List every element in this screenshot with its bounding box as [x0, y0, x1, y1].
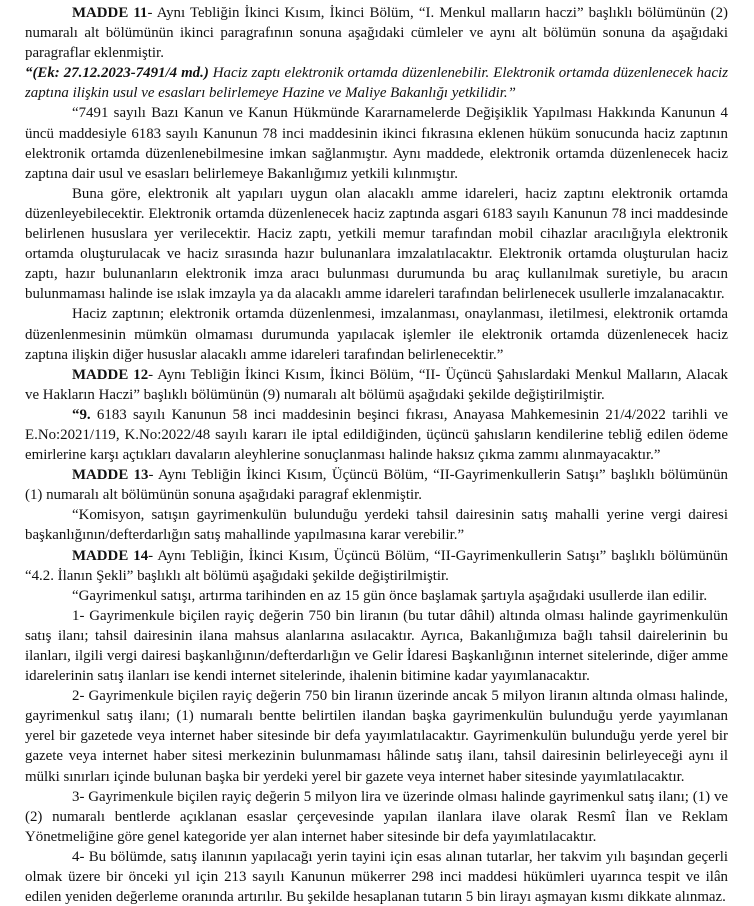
paragraph-ek-quote	[25, 63, 728, 103]
text-segment: MADDE 14	[72, 547, 149, 564]
paragraph-bent-3	[25, 787, 728, 847]
paragraph-madde-13	[25, 465, 728, 505]
text-segment: - Aynı Tebliğin İkinci Kısım, İkinci Bölüm, “I. Menkul malların haczi” başlıklı bölümünün (2) numaralı alt bölümünün ikinci paragrafının sonuna aşağıdaki cümleler ve aynı alt bölümün sonuna da aşağıdaki paragraflar eklenmiştir.	[25, 5, 728, 62]
text-segment: Haciz zaptı elektronik ortamda düzenlenebilir. Elektronik ortamda düzenlenecek haciz zaptına ilişkin usul ve esasları belirlemeye Hazine ve Maliye Bakanlığı yetkilidir.”	[25, 65, 728, 102]
paragraph-bent-1	[25, 606, 728, 686]
text-segment: 2- Gayrimenkule biçilen rayiç değerin 750 bin liranın üzerinde ancak 5 milyon liranın altında olması halinde, gayrimenkul satış ilanı; (1) numaralı bentte belirtilen ilandan başka gayrimenkulün bulunduğu yerde yayımlanan yerel bir gazetede veya internet haber sitesinde bir defa yayımlatılacaktır. Gayrimenkulün bulunduğu yerde yerel bir gazete veya internet haber sitesi merkezinin bulunmaması hâlinde satış ilanı, tahsil dairesinin belirleyeceği aynı il mülki sınırları içinde bulunan başka bir yerdeki yerel bir gazete veya internet haber sitesinde yayımlatılacaktır.	[25, 688, 728, 785]
text-segment: MADDE 11	[72, 5, 148, 21]
text-segment: Haciz zaptının; elektronik ortamda düzenlenmesi, imzalanması, onaylanması, iletilmesi, elektronik ortamda düzenlenmesinin mümkün olmaması durumunda yapılacak işlemler ile elektronik ortamda düzenlenecek haciz zaptına ilişkin diğer hususlar alacaklı amme idareleri tarafından belirlenecektir.”	[25, 306, 728, 363]
text-segment: MADDE 13	[72, 467, 149, 484]
paragraph-bent-2	[25, 686, 728, 786]
paragraph-bent-4	[25, 847, 728, 906]
paragraph-madde-14	[25, 546, 728, 586]
text-segment: 1- Gayrimenkule biçilen rayiç değerin 750 bin liranın (bu tutar dâhil) altında olması halinde gayrimenkulün satış ilanı; tahsil dairesinin ilana mahsus alanlarına asılacaktır. Ayrıca, Bakanlığımıza bağlı tahsil dairelerinin bu ilanları, ilgili vergi dairesi başkanlığının/defterdarlığın ve Gelir İdaresi Başkanlığının internet sitelerinde, diğer amme idarelerinin satış ilanları ise kendi internet sitelerinde, ihalenin bitimine kadar yayımlanacaktır.	[25, 607, 728, 685]
paragraph-p-7491	[25, 103, 728, 183]
text-segment: 4- Bu bölümde, satış ilanının yapılacağı yerin tayini için esas alınan tutarlar, her takvim yılı başından geçerli olmak üzere bir önceki yıl için 213 sayılı Kanunun mükerrer 298 inci maddesi hükümleri uyarınca tespit ve ilân edilen yeniden değerleme oranında artırılır. Bu şekilde hesaplanan tutarın 5 bin lirayı aşmayan kısmı dikkate alınmaz.	[25, 848, 728, 906]
paragraph-p-buna-gore	[25, 184, 728, 305]
paragraph-p-haciz-zaptinin	[25, 304, 728, 364]
text-segment: “7491 sayılı Bazı Kanun ve Kanun Hükmünde Kararnamelerde Değişiklik Yapılması Hakkında Kanunun 4 üncü maddesiyle 6183 sayılı Kanunun 78 inci maddesinin ikinci fıkrasına eklenen hüküm sonucunda haciz zaptının elektronik ortamda düzenlenebilmesine imkan sağlanmıştır. Aynı maddede, elektronik ortamda düzenlenecek haciz zaptına dair usul ve esasları belirlemeye Bakanlığımız yetkili kılınmıştır.	[25, 105, 728, 182]
paragraph-madde-12	[25, 365, 728, 405]
text-segment: 3- Gayrimenkule biçilen rayiç değerin 5 milyon lira ve üzerinde olması halinde gayrimenkul satış ilanı; (1) ve (2) numaralı bentlerde açıklanan esaslar çerçevesinde yapılan ilanlara ilave olarak Resmî İlan ve Reklam Yönetmeliğine göre genel kategoride yer alan internet haber sitesinde bir defa yayımlatılacaktır.	[25, 788, 728, 845]
paragraph-p-komisyon	[25, 505, 728, 545]
text-segment: “(Ek: 27.12.2023-7491/4 md.)	[25, 65, 209, 82]
text-segment: - Aynı Tebliğin İkinci Kısım, İkinci Bölüm, “II- Üçüncü Şahıslardaki Menkul Malların, Alacak ve Hakların Haczi” başlıklı bölümünün (9) numaralı alt bölümü aşağıdaki şekilde değiştirilmiştir.	[25, 366, 728, 403]
text-segment: “9.	[72, 406, 91, 423]
text-segment: - Aynı Tebliğin İkinci Kısım, Üçüncü Bölüm, “II-Gayrimenkullerin Satışı” başlıklı bölümünün (1) numaralı alt bölümünün sonuna aşağıdaki paragraf eklenmiştir.	[25, 467, 728, 504]
paragraph-p-9	[25, 405, 728, 465]
text-segment: “Gayrimenkul satışı, artırma tarihinden en az 15 gün önce başlamak şartıyla aşağıdaki usullerde ilan edilir.	[72, 587, 708, 604]
text-segment: “Komisyon, satışın gayrimenkulün bulunduğu yerdeki tahsil dairesinin satış mahalli yerine vergi dairesi başkanlığının/defterdarlığın satış mahallinde yapılmasına karar verebilir.”	[25, 507, 728, 544]
paragraph-p-gayrimenkul-satisi	[25, 586, 728, 606]
text-segment: - Aynı Tebliğin, İkinci Kısım, Üçüncü Bölüm, “II-Gayrimenkullerin Satışı” başlıklı bölümünün “4.2. İlanın Şekli” başlıklı alt bölümü aşağıdaki şekilde değiştirilmiştir.	[25, 547, 728, 584]
text-segment: MADDE 12	[72, 366, 149, 383]
text-segment: Buna göre, elektronik alt yapıları uygun olan alacaklı amme idareleri, haciz zaptını elektronik ortamda düzenleyebilecektir. Elektronik ortamda düzenlenecek haciz zaptında asgari 6183 sayılı Kanunun 78 inci maddesinde belirlenen hususlara yer verilecektir. Haciz zaptı, yetkili memur tarafından mobil cihazlar aracılığıyla elektronik ortamda oluşturulacak ve haciz sırasında hazır bulunanlara imzalatılacaktır. Elektronik ortamda oluşturulan haciz zaptı, hazır bulunanların elektronik imza aracı bulunması durumunda bu araç kullanılmak suretiyle, bu aracın bulunmaması halinde ise ıslak imzayla ya da alacaklı amme idareleri tarafından belirlenecek usullerle imzalanacaktır.	[25, 185, 728, 303]
text-segment: 6183 sayılı Kanunun 58 inci maddesinin beşinci fıkrası, Anayasa Mahkemesinin 21/4/2022 tarihli ve E.No:2021/119, K.No:2022/48 sayılı kararı ile iptal edildiğinden, üçüncü şahısların kendilerine tebliğ edilen ödeme emirlerine karşı açtıkları davaların aleyhlerine sonuçlanması halinde haksız çıkma zammı alınmayacaktır.”	[25, 406, 728, 464]
paragraph-madde-11	[25, 3, 728, 63]
